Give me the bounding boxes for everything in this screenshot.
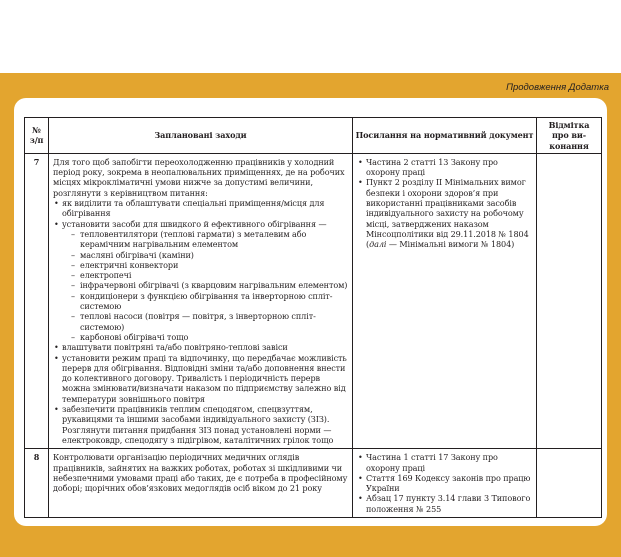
heaters-list	[62, 229, 348, 342]
list-item-label: установити засоби для швидкого й ефективного обігрівання —	[62, 218, 327, 229]
mark-cell	[537, 153, 602, 448]
list-item	[357, 177, 532, 249]
col-header-measures: Заплановані заходи	[49, 118, 353, 154]
table-row	[25, 153, 602, 448]
col-header-refs: Посилання на нормативний документ	[353, 118, 537, 154]
measures-table	[24, 117, 602, 518]
ref-text: Пункт 2 розділу II Мінімальних вимог безпеки і охорони здоров’я при використанні працівниками засобів індивідуального захисту на робочому місці, затверджених наказом Мінсоцполітики від 29.11.2018 № 1804 (	[366, 177, 529, 250]
ref-italic: далі	[369, 239, 387, 250]
table-header-row	[25, 118, 602, 154]
list-item: – карбонові обігрівачі тощо	[62, 332, 348, 342]
mark-cell	[537, 449, 602, 518]
refs-list	[357, 157, 532, 250]
refs-cell	[353, 449, 537, 518]
list-item: – тепловентилятори (теплові гармати) з металевим або керамічним нагрівальним елементом	[62, 229, 348, 250]
list-item: – масляні обігрівачі (каміни)	[62, 250, 348, 260]
list-item: – теплові насоси (повітря — повітря, з інверторною спліт-системою)	[62, 311, 348, 332]
list-item: • установити режим праці та відпочинку, що передбачає можливість перерв для обігрівання. Відповідні зміни та/або доповнення внести до колективного договору. Тривалість і періодичність перерв можна змінювати/визначати наказом по підприємству залежно від температури зовнішнього повітря	[53, 353, 348, 404]
row-number: 7	[25, 153, 49, 448]
table-row	[25, 449, 602, 518]
refs-list	[357, 452, 532, 514]
list-item: • Стаття 169 Кодексу законів про працю України	[357, 473, 532, 494]
list-item: – електричні конвектори	[62, 260, 348, 270]
continuation-caption: Продовження Додатка	[506, 82, 609, 93]
list-item: • Частина 2 статті 13 Закону про охорону праці	[357, 157, 532, 178]
list-item: • влаштувати повітряні та/або повітряно-теплові завіси	[53, 342, 348, 352]
list-item: • Частина 1 статті 17 Закону про охорону праці	[357, 452, 532, 473]
measures-list	[53, 198, 348, 445]
row-intro: Для того щоб запобігти переохолодженню працівників у холодний період року, зокрема в неопалювальних приміщеннях, де на робочих місцях мікрокліматичні умови нижче за допустимі величини, розглянути з керівництвом питання:	[53, 156, 345, 198]
row-number: 8	[25, 449, 49, 518]
ref-tail: — Мінімальні вимоги № 1804)	[386, 239, 515, 250]
list-item: – електропечі	[62, 270, 348, 280]
col-header-num: № з/п	[25, 118, 49, 154]
list-item: • забезпечити працівників теплим спецодягом, спецвзуттям, рукавицями та іншими засобами індивідуального захисту (ЗІЗ). Розглянути питання придбання ЗІЗ понад установлені норми — електроковдр, спецодягу з підігрівом, каталітичних грілок тощо	[53, 404, 348, 445]
list-item: • як виділити та облаштувати спеціальні приміщення/місця для обігрівання	[53, 198, 348, 219]
list-item: • Абзац 17 пункту 3.14 глави 3 Типового положення № 255	[357, 493, 532, 514]
row-text: Контролювати організацію періодичних медичних оглядів працівників, зайнятих на важких роботах, роботах зі шкідливими чи небезпечними умовами праці або таких, де є потреба в професійному доборі; щорічних обов’язкових медоглядів осіб віком до 21 року	[53, 452, 348, 494]
list-item: – кондиціонери з функцією обігрівання та інверторною спліт-системою	[62, 291, 348, 312]
list-item	[53, 219, 348, 343]
document-panel	[14, 98, 607, 526]
measures-cell	[49, 153, 353, 448]
refs-cell	[353, 153, 537, 448]
col-header-mark: Відмітка про ви-конання	[537, 118, 602, 154]
measures-cell	[49, 449, 353, 518]
list-item: – інфрачервоні обігрівачі (з кварцовим нагрівальним елементом)	[62, 280, 348, 290]
